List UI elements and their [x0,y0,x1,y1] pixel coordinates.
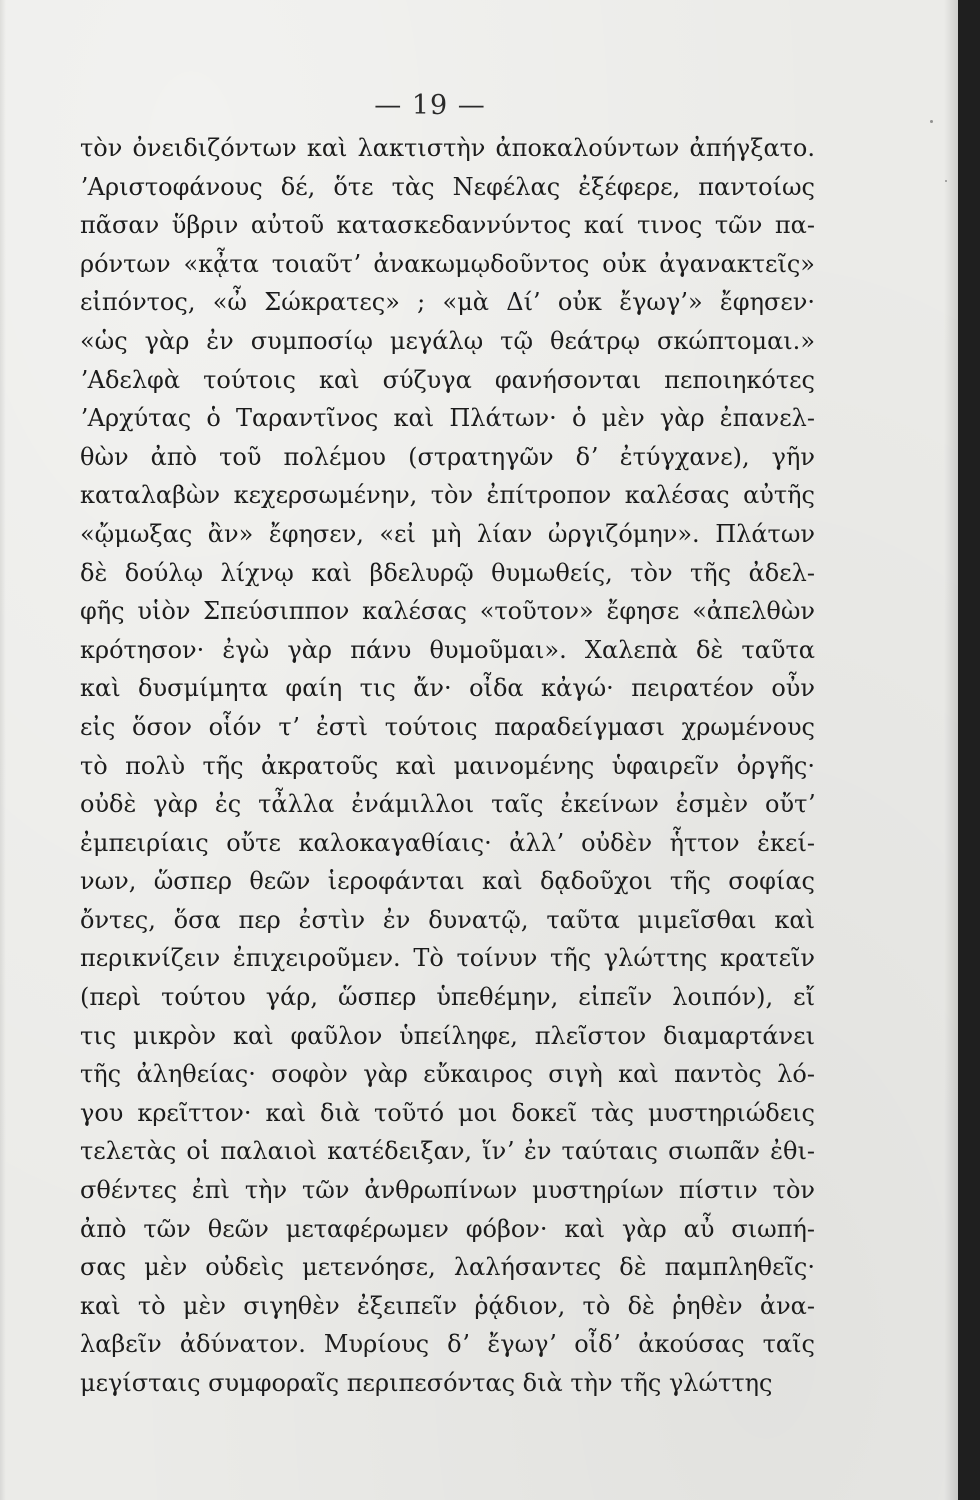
text-line: οὐδὲ γὰρ ἐς τἆλλα ἐνάμιλλοι ταῖς ἐκείνων ἐσμὲν οὔτʼ [80,790,815,819]
text-line: πᾶσαν ὕβριν αὐτοῦ κατασκεδαννύντος καί τινος τῶν πα- [80,211,815,240]
text-line: γου κρεῖττον· καὶ διὰ τοῦτό μοι δοκεῖ τὰς μυστηριώδεις [80,1098,815,1127]
text-line: τῆς ἀληθείας· σοφὸν γὰρ εὔκαιρος σιγὴ καὶ παντὸς λό- [80,1060,815,1089]
page-number: — 19 — [374,90,486,121]
text-line: φῆς υἱὸν Σπεύσιππον καλέσας «τοῦτον» ἔφησε «ἀπελθὼν [80,597,815,626]
text-line: (περὶ τούτου γάρ, ὥσπερ ὑπεθέμην, εἰπεῖν λοιπόν), εἴ [80,983,815,1012]
text-line: καὶ δυσμίμητα φαίη τις ἄν· οἶδα κἀγώ· πειρατέον οὖν [80,674,815,703]
text-line: ἀπὸ τῶν θεῶν μεταφέρωμεν φόβον· καὶ γὰρ αὖ σιωπή- [80,1214,815,1243]
text-line: θὼν ἀπὸ τοῦ πολέμου (στρατηγῶν δʼ ἐτύγχανε), γῆν [80,442,815,471]
text-line: τὸ πολὺ τῆς ἀκρατοῦς καὶ μαινομένης ὑφαιρεῖν ὀργῆς· [80,751,815,780]
body-text [80,129,815,1403]
paper-speck [930,120,933,123]
text-line: μεγίσταις συμφοραῖς περιπεσόντας διὰ τὴν τῆς γλώττης [80,1369,773,1397]
text-line: δὲ δούλῳ λίχνῳ καὶ βδελυρῷ θυμωθείς, τὸν τῆς ἀδελ- [80,558,815,587]
text-line: τελετὰς οἱ παλαιοὶ κατέδειξαν, ἵνʼ ἐν ταύταις σιωπᾶν ἐθι- [80,1137,815,1166]
text-line: ʼΑρχύτας ὁ Ταραντῖνος καὶ Πλάτων· ὁ μὲν γὰρ ἐπανελ- [80,404,815,433]
text-line: σθέντες ἐπὶ τὴν τῶν ἀνθρωπίνων μυστηρίων πίστιν τὸν [80,1176,815,1205]
text-line: νων, ὥσπερ θεῶν ἱεροφάνται καὶ δᾳδοῦχοι τῆς σοφίας [80,867,815,896]
text-line: λαβεῖν ἀδύνατον. Μυρίους δʼ ἔγωγʼ οἶδʼ ἀκούσας ταῖς [80,1330,815,1359]
text-line: περικνίζειν ἐπιχειροῦμεν. Τὸ τοίνυν τῆς γλώττης κρατεῖν [80,944,815,973]
text-line: ὄντες, ὅσα περ ἐστὶν ἐν δυνατῷ, ταῦτα μιμεῖσθαι καὶ [80,905,815,934]
text-line: «ᾤμωξας ἂν» ἔφησεν, «εἰ μὴ λίαν ὠργιζόμην». Πλάτων [80,519,815,548]
binding-edge [0,0,6,1500]
text-line: τις μικρὸν καὶ φαῦλον ὑπείληφε, πλεῖστον διαμαρτάνει [80,1021,815,1050]
text-line: ʼΑριστοφάνους δέ, ὅτε τὰς Νεφέλας ἐξέφερε, παντοίως [80,172,815,201]
paper-speck [945,180,947,182]
page-edge-shadow [944,0,958,1500]
text-line: ʼΑδελφὰ τούτοις καὶ σύζυγα φανήσονται πεποιηκότες [80,365,815,394]
text-line: κρότησον· ἐγὼ γὰρ πάνυ θυμοῦμαι». Χαλεπὰ δὲ ταῦτα [80,635,815,664]
text-line: ἐμπειρίαις οὔτε καλοκαγαθίαις· ἀλλʼ οὐδὲν ἧττον ἐκεί- [80,828,815,857]
text-line: εἰς ὅσον οἷόν τʼ ἐστὶ τούτοις παραδείγμασι χρωμένους [80,712,815,741]
text-line: «ὡς γὰρ ἐν συμποσίῳ μεγάλῳ τῷ θεάτρῳ σκώπτομαι.» [80,326,815,355]
text-line: ρόντων «κᾆτα τοιαῦτʼ ἀνακωμῳδοῦντος οὐκ ἀγανακτεῖς» [80,249,815,278]
text-line: σας μὲν οὐδεὶς μετενόησε, λαλήσαντες δὲ παμπληθεῖς· [80,1253,815,1282]
text-line: τὸν ὀνειδιζόντων καὶ λακτιστὴν ἀποκαλούντων ἀπήγξατο. [80,134,815,162]
text-line: εἰπόντος, «ὦ Σώκρατες» ; «μὰ Δί’ οὐκ ἔγωγ’» ἔφησεν· [80,288,815,317]
text-line: καὶ τὸ μὲν σιγηθὲν ἐξειπεῖν ῥᾴδιον, τὸ δὲ ῥηθὲν ἀνα- [80,1291,815,1320]
text-line: καταλαβὼν κεχερσωμένην, τὸν ἐπίτροπον καλέσας αὐτῆς [80,481,815,510]
